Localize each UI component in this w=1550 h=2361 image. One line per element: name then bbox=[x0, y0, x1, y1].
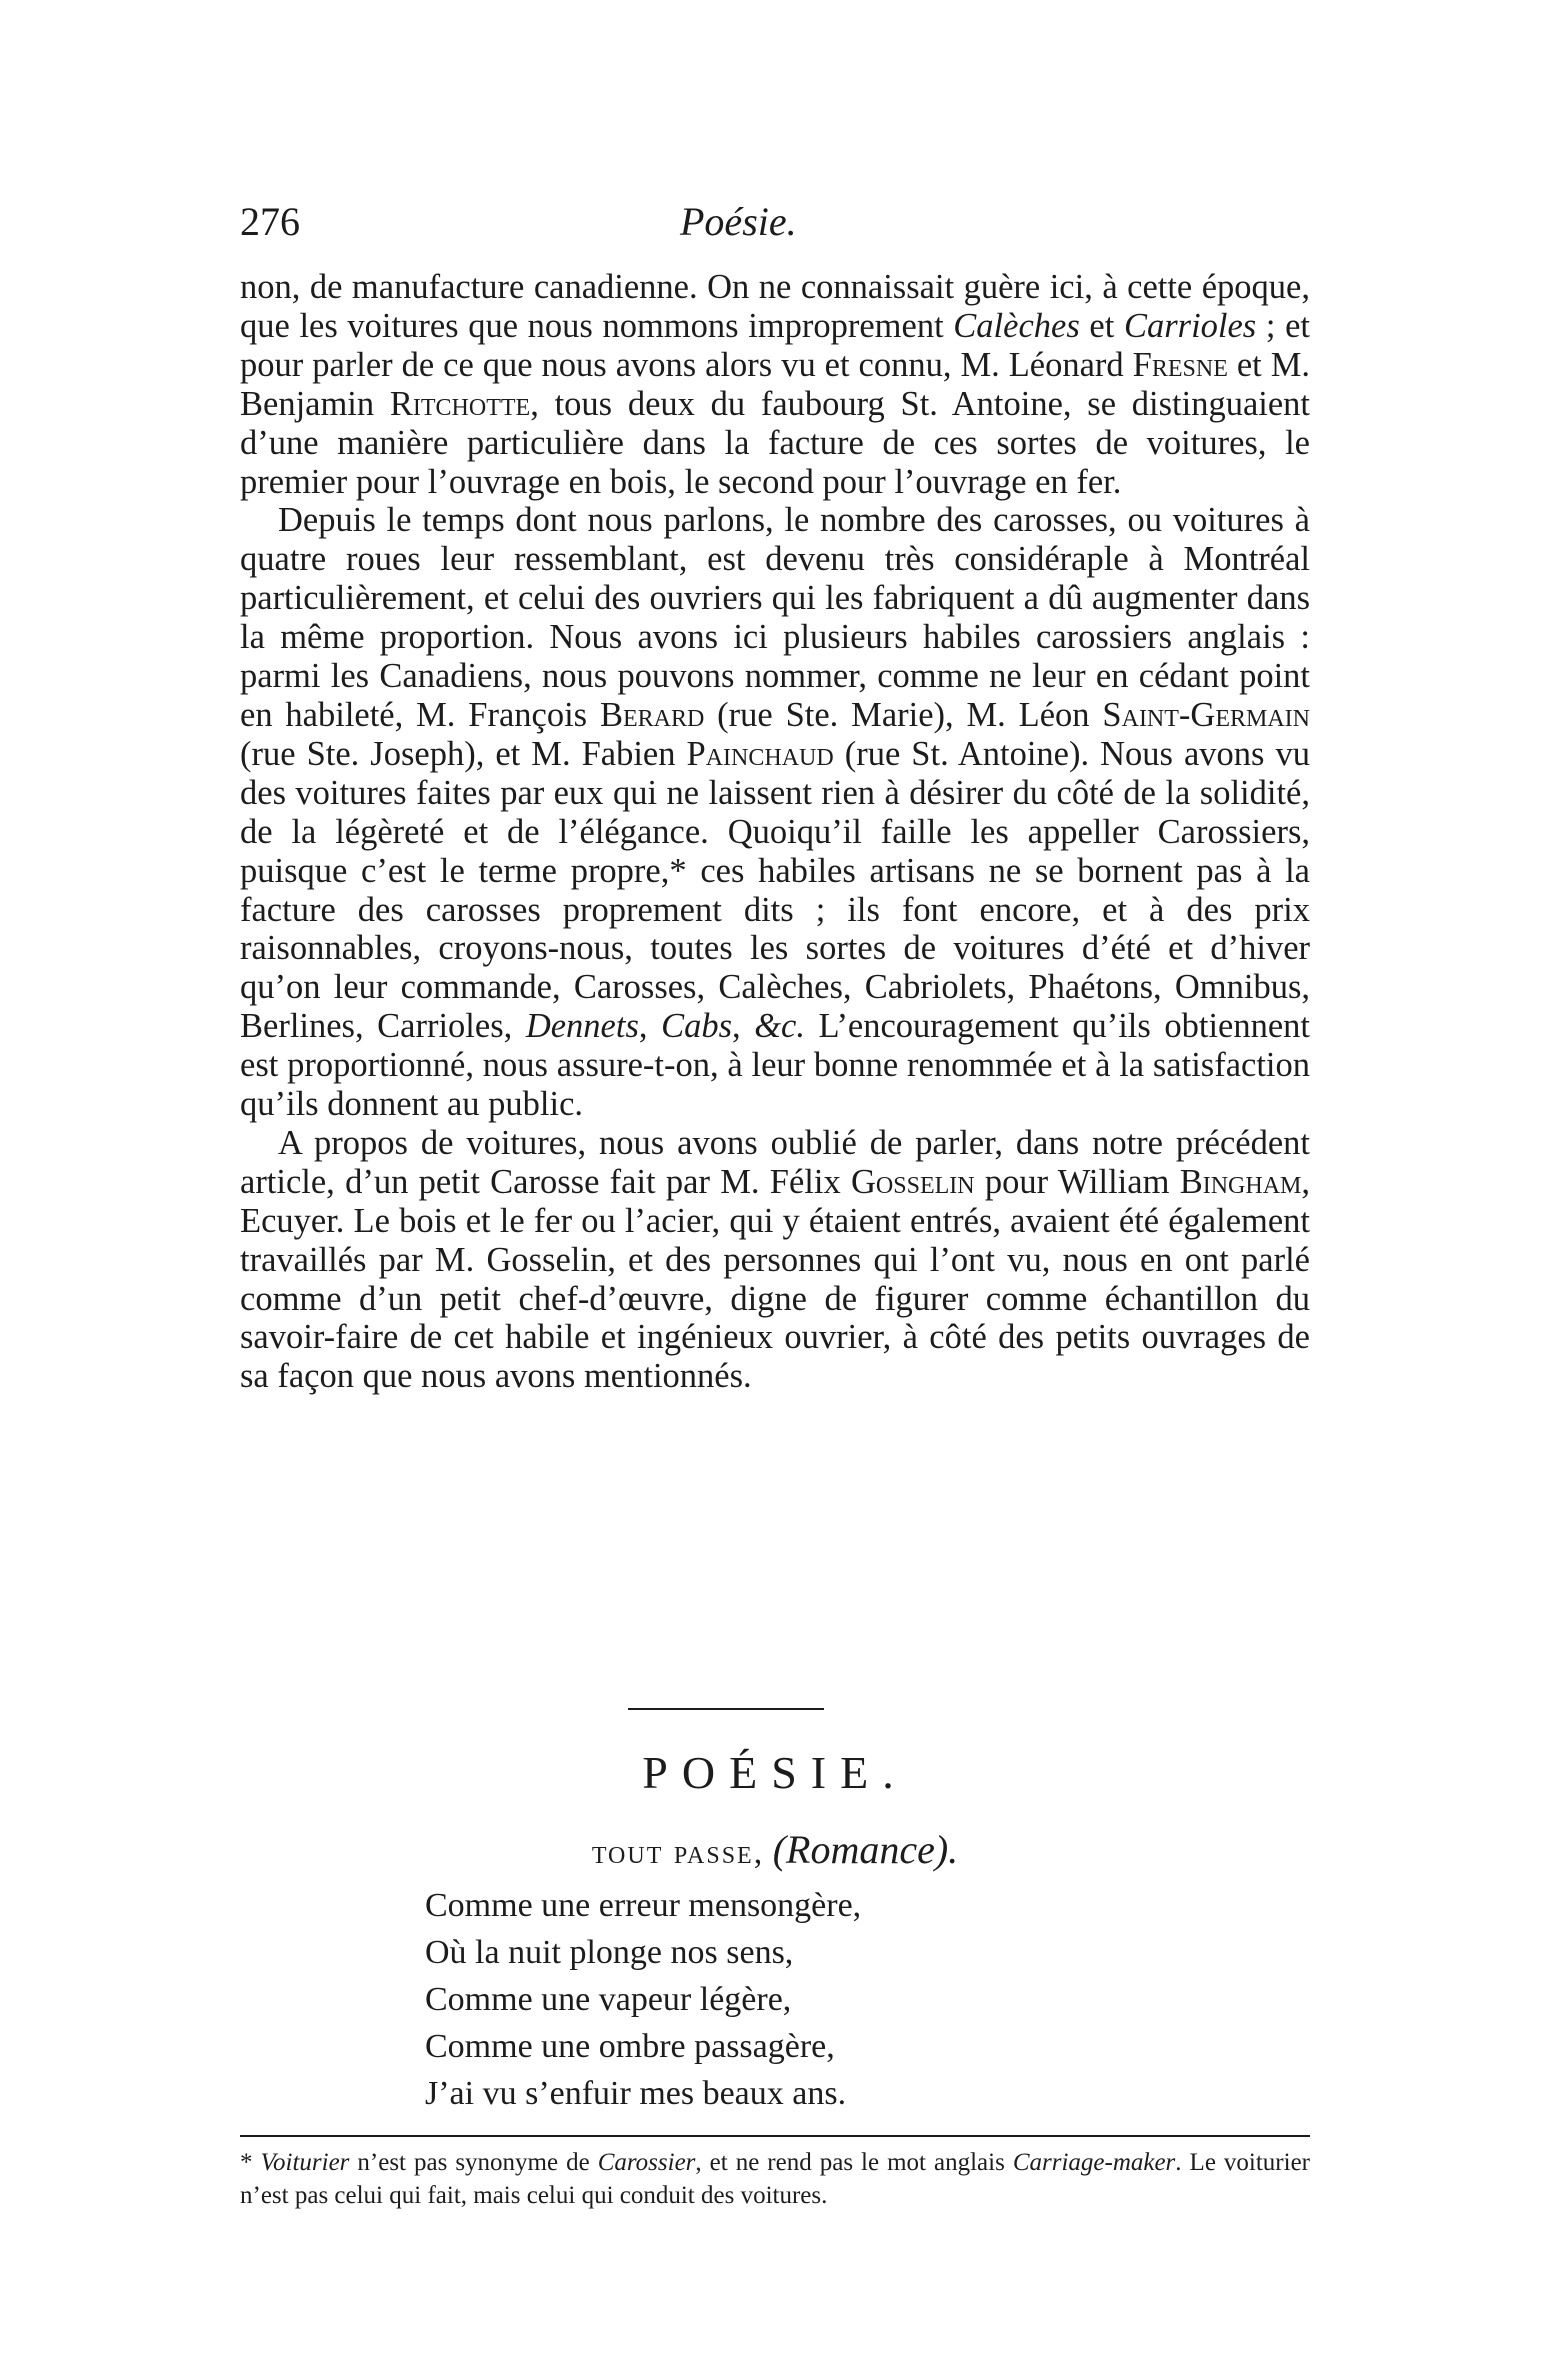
text-run: n’est pas synonyme de bbox=[349, 2149, 598, 2176]
term-dennets: Dennets bbox=[525, 1007, 639, 1046]
poem-line: Comme une ombre passagère, bbox=[425, 2028, 835, 2065]
text-run: (rue St. Antoine). Nous avons vu des voitures faites par eux qui ne laissent rien à désirer du côté de la solidité, de la légèreté et de l’élégance. Quoiqu’il faille les appeller Carossiers, puisque c’est le terme propre,* ces habiles artisans ne se bornent pas à la facture des carosses proprement dits ; ils font encore, et à des prix raisonnables, croyons-nous, toutes les sortes de voitures d’été et d’hiver qu’on leur commande, Carosses, Calèches, Cabriolets, Phaétons, Omnibus, Berlines, Carrioles, bbox=[240, 734, 1310, 1046]
poem-line: Comme une vapeur légère, bbox=[425, 1981, 792, 2018]
footnote-rule bbox=[240, 2135, 1310, 2137]
poem-title-sub: (Romance). bbox=[772, 1827, 959, 1872]
text-run: non, de manufacture canadienne. On ne connaissait guère ici, à cette époque, que les voitures que nous nommons improprement bbox=[240, 268, 1310, 345]
text-run: L’encouragement qu’ils obtiennent est proportionné, nous assure-t-on, à leur bonne renommée et à la satisfaction qu’ils donnent au public. bbox=[240, 1007, 1310, 1124]
poem-line: Où la nuit plonge nos sens, bbox=[425, 1934, 794, 1971]
name-bingham: Bingham bbox=[1179, 1162, 1302, 1201]
term-caleches: Calèches bbox=[953, 306, 1080, 345]
text-run: . Le voiturier n’est pas celui qui fait, mais celui qui conduit des voitures. bbox=[240, 2149, 1310, 2209]
text-run: , bbox=[732, 1007, 755, 1046]
term-carrioles: Carrioles bbox=[1123, 306, 1257, 345]
text-run: , tous deux du faubourg St. Antoine, se distinguaient d’une manière particulière dans la facture de ces sortes de voitures, le premier pour l’ouvrage en bois, le second pour l’ouvrage en fer. bbox=[240, 384, 1310, 501]
term-etc: &c. bbox=[754, 1007, 805, 1046]
section-divider bbox=[628, 1708, 824, 1710]
poem-title bbox=[240, 1826, 1310, 1873]
footnote bbox=[240, 2146, 1310, 2212]
name-ritchotte: Ritchotte bbox=[389, 384, 531, 423]
page-header bbox=[240, 198, 1310, 258]
name-fresne: Fresne bbox=[1132, 345, 1228, 384]
term-cabs: Cabs bbox=[661, 1007, 732, 1046]
text-run: A propos de voitures, nous avons oublié de parler, dans notre précédent article, d’un petit Carosse fait par M. Félix bbox=[240, 1123, 1310, 1201]
text-run: (rue Ste. Marie), M. Léon bbox=[704, 695, 1103, 734]
text-run: pour William bbox=[974, 1162, 1180, 1201]
name-gosselin: Gosselin bbox=[851, 1162, 975, 1201]
name-berard: Berard bbox=[599, 695, 705, 734]
text-run: ; et pour parler de ce que nous avons alors vu et connu, M. Léonard bbox=[240, 306, 1310, 384]
footnote-marker: * bbox=[240, 2149, 253, 2176]
poem-title-main: tout passe, bbox=[591, 1834, 765, 1871]
article-body bbox=[240, 268, 1310, 1396]
text-run: (rue Ste. Joseph), et M. Fabien bbox=[240, 734, 687, 773]
page-number: 276 bbox=[240, 199, 300, 244]
text-run: Depuis le temps dont nous parlons, le nombre des carosses, ou voitures à quatre roues leur ressemblant, est devenu très considéraple à Montréal particulièrement, et celui des ouvriers qui les fabriquent a dû augmenter dans la même proportion. Nous avons ici plusieurs habiles carossiers anglais : parmi les Canadiens, nous pouvons nommer, comme ne leur en cédant point en habileté, M. François bbox=[240, 501, 1310, 734]
paragraph-3 bbox=[240, 1124, 1310, 1396]
paragraph-1 bbox=[240, 268, 1310, 501]
footnote-term: Voiturier bbox=[260, 2149, 350, 2176]
text-run: et M. Benjamin bbox=[240, 345, 1311, 423]
poem-line: J’ai vu s’enfuir mes beaux ans. bbox=[425, 2075, 847, 2112]
footnote-english-term: Carriage-maker bbox=[1012, 2149, 1176, 2176]
poem-stanza bbox=[425, 1882, 861, 2117]
section-title: POÉSIE. bbox=[642, 1747, 908, 1798]
name-saint-germain: Saint-Germain bbox=[1102, 695, 1310, 734]
name-painchaud: Painchaud bbox=[686, 734, 834, 773]
text-run: , bbox=[638, 1007, 662, 1046]
paragraph-2 bbox=[240, 501, 1310, 1124]
text-run: , et ne rend pas le mot anglais bbox=[695, 2149, 1013, 2176]
running-head: Poésie. bbox=[680, 199, 797, 244]
footnote-carossier: Carossier bbox=[597, 2149, 696, 2176]
text-run: et bbox=[1079, 306, 1124, 345]
poem-line: Comme une erreur mensongère, bbox=[425, 1887, 862, 1924]
text-run: , Ecuyer. Le bois et le fer ou l’acier, qui y étaient entrés, avaient été également travaillés par M. Gosselin, et des personnes qui l’ont vu, nous en ont parlé comme d’un petit chef-d’œuvre, digne de figurer comme échantillon du savoir-faire de cet habile et ingénieux ouvrier, à côté des petits ouvrages de sa façon que nous avons mentionnés. bbox=[240, 1162, 1310, 1396]
